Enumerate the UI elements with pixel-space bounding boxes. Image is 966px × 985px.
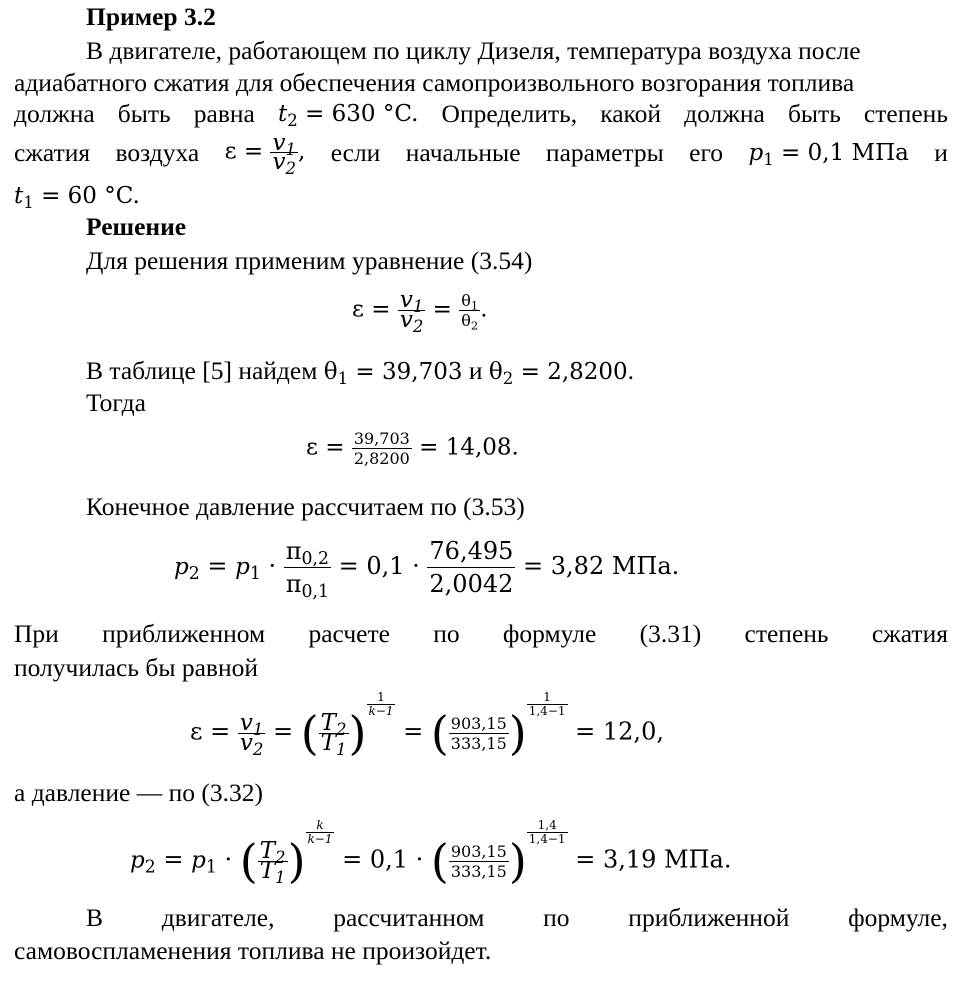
equation-approx-p2: $p_2 = p_1$ · ( $\frac{T_2}{T_1}$ ) $\frac{k}{k-1}$ = 0,1 · ( $\frac{903,15}{333,15}$ ) $\frac{1,4}{1,4-1}$ = 3,19 МПа. <box>130 818 732 888</box>
word: по <box>543 903 570 932</box>
word: какой <box>600 99 662 128</box>
word: сжатия <box>871 619 948 648</box>
word: должна <box>14 99 95 128</box>
word: степень <box>744 619 829 648</box>
solution-text-7: а давление — по (3.32) <box>14 778 263 807</box>
equation-approx-eps: ε = $\frac{v_1}{v_2}$ = ( $\frac{T_2}{T_1}$ ) $\frac{1}{k-1}$ = ( $\frac{903,15}{333,15}$ ) $\frac{1}{1,4-1}$ = 12,0, <box>190 690 664 760</box>
solution-text-1: Для решения применим уравнение (3.54) <box>86 246 533 275</box>
word: степень <box>863 99 948 128</box>
solution-text-2: В таблице [5] найдем $\theta_1 = 39,703$ и $\theta_2 = 2,8200$. <box>86 356 635 388</box>
word: формуле <box>502 619 597 648</box>
word: При <box>14 619 59 648</box>
solution-text-3: Тогда <box>86 388 146 417</box>
t1-value: $t_1 = 60$ °C. <box>14 183 140 212</box>
word: двигателе, <box>161 903 275 932</box>
word: и <box>934 137 948 167</box>
t2-value: $t_2 = 630$ °C. <box>277 101 419 130</box>
word: должна <box>684 99 765 128</box>
example-title: Пример 3.2 <box>86 2 216 31</box>
problem-line-4 <box>14 130 948 178</box>
problem-line-3 <box>14 98 948 130</box>
word: расчете <box>308 619 390 648</box>
solution-heading: Решение <box>86 212 187 241</box>
word: быть <box>117 99 171 128</box>
word: параметры <box>545 137 664 167</box>
word: по <box>433 619 460 648</box>
word: формуле, <box>848 903 948 932</box>
p1-value: $p_1 = 0,1$ МПа <box>748 139 909 169</box>
equation-p2: $p_2 = p_1$ · $\frac{\pi_{0,2}}{\pi_{0,1}}$ = 0,1 · $\frac{76,495}{2,0042}$ = 3,82 МПа. <box>174 537 680 603</box>
word: начальные <box>405 137 521 167</box>
word: быть <box>787 99 841 128</box>
word: Определить, <box>441 99 578 128</box>
word: если <box>330 137 381 167</box>
word: равна <box>193 99 255 128</box>
word: приближенной <box>628 903 790 932</box>
problem-line-2: адиабатного сжатия для обеспечения самопроизвольного возгорания топлива <box>14 68 855 97</box>
conclusion-line-1 <box>14 902 948 934</box>
word: В <box>86 903 104 932</box>
word: воздуха <box>115 137 200 167</box>
solution-text-4: Конечное давление рассчитаем по (3.53) <box>86 492 525 521</box>
equation-eps: ε = $\frac{39,703}{2,8200}$ = 14,08. <box>306 429 519 468</box>
word: сжатия <box>14 137 91 167</box>
word: его <box>689 137 724 167</box>
word: (3.31) <box>639 619 702 648</box>
word: приближенном <box>102 619 266 648</box>
equation-3-54: ε = $\frac{v_1}{v_2}$ = $\frac{\theta_1}{\theta_2}$ . <box>352 287 488 336</box>
solution-text-5 <box>14 618 948 650</box>
word: рассчитанном <box>333 903 485 932</box>
problem-line-1: В двигателе, работающем по циклу Дизеля, температура воздуха после <box>86 36 861 65</box>
conclusion-line-2: самовоспламенения топлива не произойдет. <box>14 936 492 965</box>
solution-text-6: получилась бы равной <box>14 653 259 682</box>
compression-ratio-def: ε = $\frac{v_1}{v_2}$ , <box>224 130 306 178</box>
